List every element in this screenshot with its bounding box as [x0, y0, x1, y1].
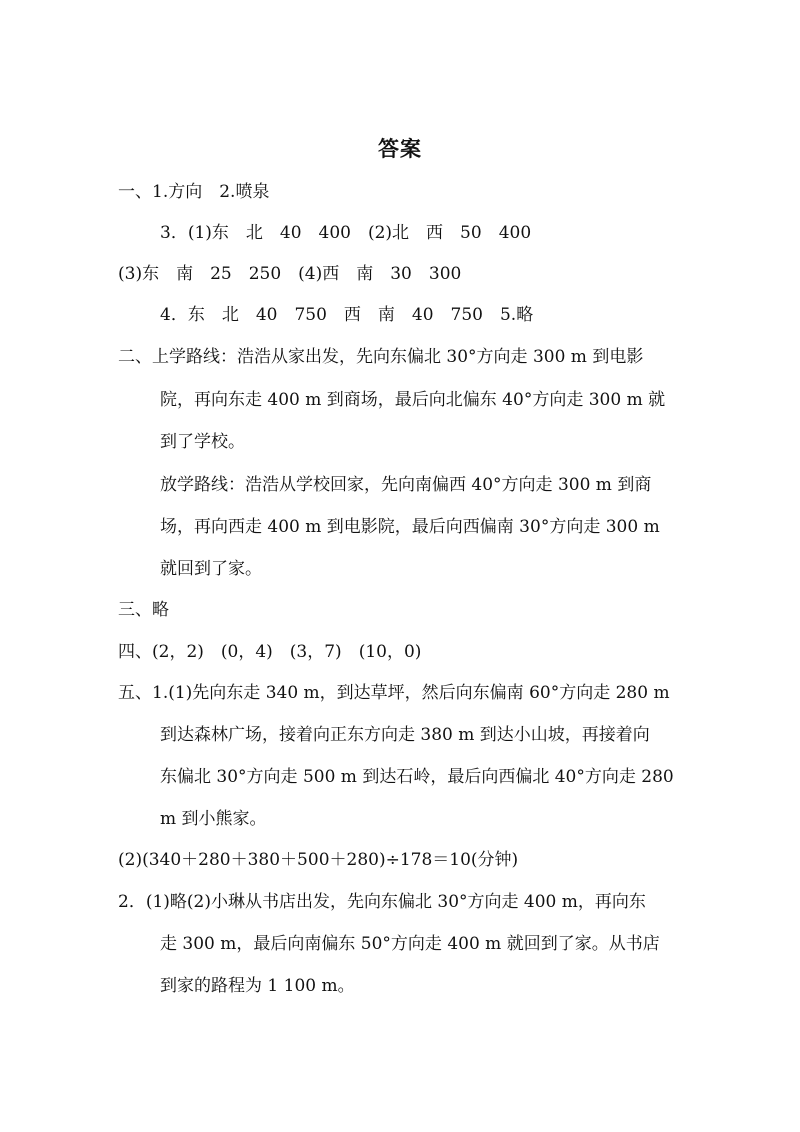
answer-5-line-4: m 到小熊家。	[160, 809, 267, 829]
answer-5-line-6: 2．(1)略(2)小琳从书店出发，先向东偏北 30°方向走 400 m，再向东	[118, 892, 646, 912]
answer-3-line-1: 三、略	[118, 600, 169, 620]
answer-2-line-4: 放学路线：浩浩从学校回家，先向南偏西 40°方向走 300 m 到商	[160, 475, 652, 495]
page-title: 答案	[378, 137, 422, 161]
answer-2-line-6: 就回到了家。	[160, 559, 262, 579]
answer-5-line-1: 五、1.(1)先向东走 340 m，到达草坪，然后向东偏南 60°方向走 280 m	[118, 683, 670, 703]
answer-2-line-1: 二、上学路线：浩浩从家出发，先向东偏北 30°方向走 300 m 到电影	[118, 347, 644, 367]
answer-5-line-5: (2)(340＋280＋380＋500＋280)÷178＝10(分钟)	[118, 850, 519, 870]
answer-1-line-4: 4．东 北 40 750 西 南 40 750 5.略	[160, 305, 534, 325]
answer-2-line-5: 场，再向西走 400 m 到电影院，最后向西偏南 30°方向走 300 m	[160, 517, 660, 537]
answer-1-line-3: (3)东 南 25 250 (4)西 南 30 300	[118, 264, 462, 284]
answer-1-line-2: 3．(1)东 北 40 400 (2)北 西 50 400	[160, 223, 532, 243]
answer-1-line-1: 一、1.方向 2.喷泉	[118, 182, 270, 202]
answer-5-line-3: 东偏北 30°方向走 500 m 到达石岭，最后向西偏北 40°方向走 280	[160, 767, 674, 787]
answer-4-line-1: 四、(2，2) (0，4) (3，7) (10，0)	[118, 642, 422, 662]
answer-2-line-3: 到了学校。	[160, 432, 245, 452]
answer-2-line-2: 院，再向东走 400 m 到商场，最后向北偏东 40°方向走 300 m 就	[160, 390, 666, 410]
answer-5-line-8: 到家的路程为 1 100 m。	[160, 976, 355, 996]
answer-5-line-2: 到达森林广场，接着向正东方向走 380 m 到达小山坡，再接着向	[160, 725, 650, 745]
answer-5-line-7: 走 300 m，最后向南偏东 50°方向走 400 m 就回到了家。从书店	[160, 934, 660, 954]
